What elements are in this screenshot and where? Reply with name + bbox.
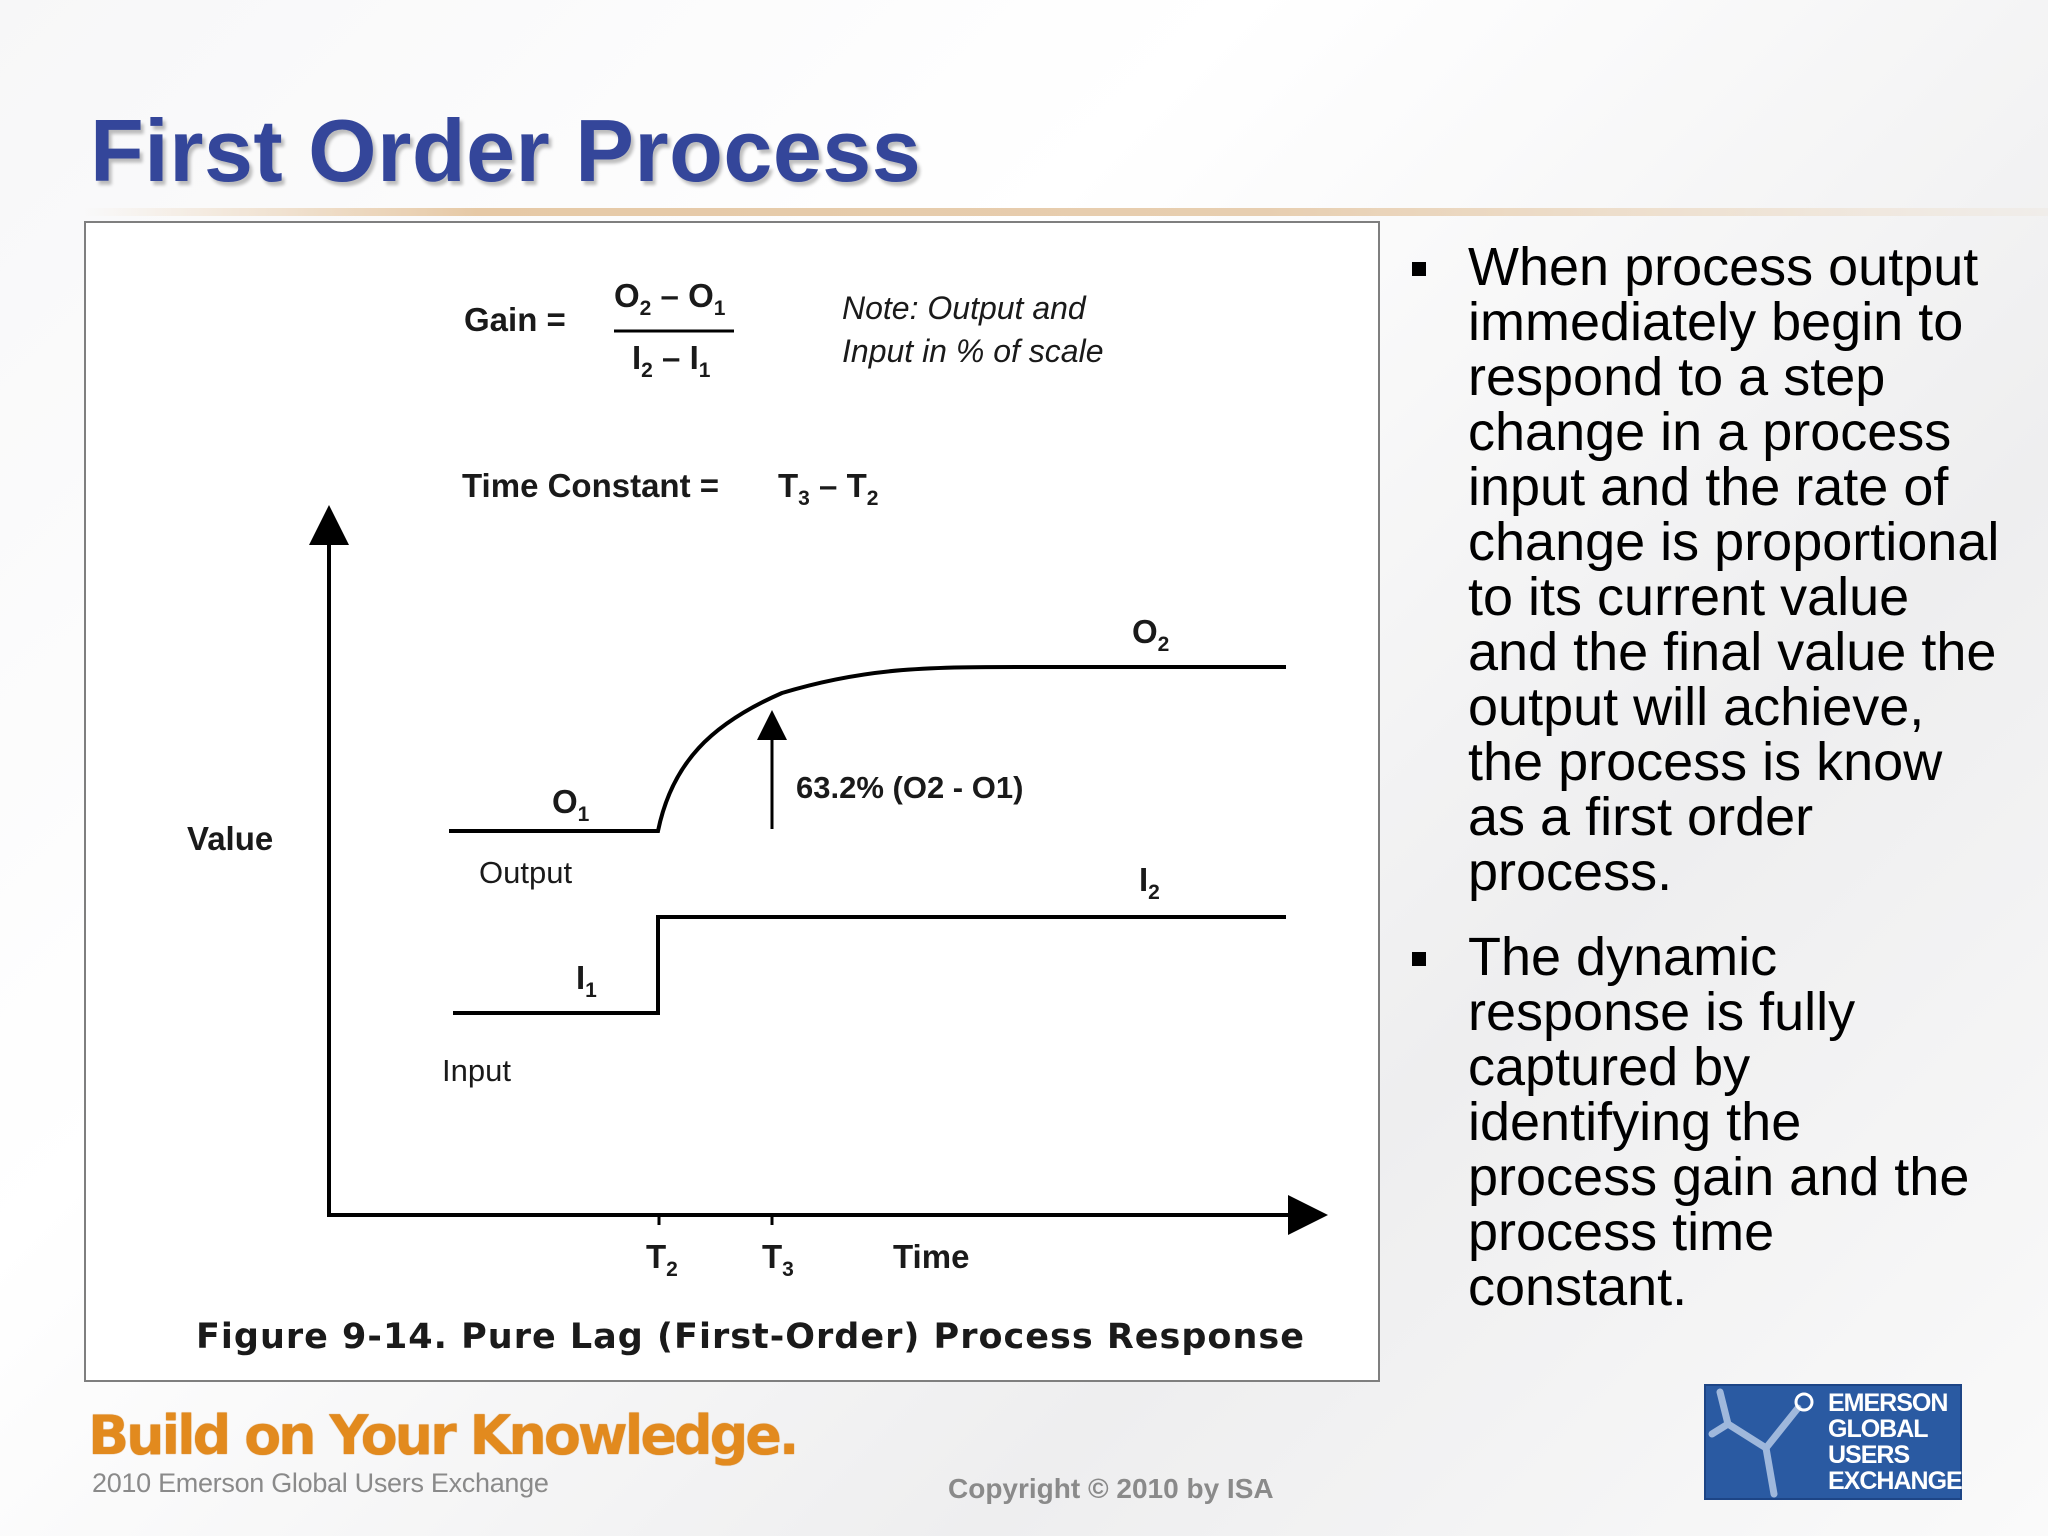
logo-line-4: EXCHANGE — [1828, 1467, 1962, 1495]
i2-label: $I_2$ — [1139, 861, 1160, 904]
footer-subline: 2010 Emerson Global Users Exchange — [92, 1468, 549, 1498]
i1-label: $I_1$ — [576, 959, 597, 1002]
time-constant-label: Time Constant = — [462, 467, 720, 504]
input-label: Input — [442, 1053, 511, 1088]
slide-title: First Order Process — [90, 101, 922, 200]
title-divider — [84, 208, 2048, 216]
square-bullet-icon — [1412, 952, 1426, 966]
time-constant-annotation: 63.2% (O2 - O1) — [796, 770, 1024, 805]
footer-tagline: Build on Your Knowledge. — [88, 1404, 797, 1467]
response-diagram — [86, 223, 1378, 1380]
t3-label: $T_3$ — [762, 1238, 794, 1281]
note-line-2: Input in % of scale — [842, 333, 1104, 369]
note-line-1: Note: Output and — [842, 290, 1086, 326]
logo-line-3: USERS — [1828, 1441, 1910, 1469]
figure-caption: Figure 9-14. Pure Lag (First-Order) Process Response — [196, 1317, 1305, 1357]
gain-label: Gain = — [464, 301, 566, 338]
emerson-logo — [1704, 1384, 1962, 1500]
x-axis-label: Time — [893, 1238, 970, 1275]
gain-numerator: $O_2 - O_1$ — [614, 277, 726, 320]
bullet-item — [1400, 927, 2000, 1317]
output-label: Output — [479, 855, 573, 890]
bullet-text: The dynamic response is fully captured by identifying the process gain and the process time constant. — [1468, 927, 1970, 1317]
figure-panel — [84, 221, 1380, 1382]
square-bullet-icon — [1412, 262, 1426, 276]
bullet-text: When process output immediately begin to respond to a step change in a process input and the rate of change is proportional to its current value and the final value the output will achieve, the process is know as a first order process. — [1468, 237, 2000, 902]
logo-line-1: EMERSON — [1828, 1389, 1948, 1417]
time-constant-expression: $T_3 - T_2$ — [778, 467, 879, 510]
copyright-notice: Copyright © 2010 by ISA — [948, 1473, 1274, 1504]
t2-label: $T_2$ — [646, 1238, 678, 1281]
o1-label: $O_1$ — [552, 783, 590, 826]
gain-denominator: $I_2 - I_1$ — [632, 339, 711, 382]
bullet-list — [1400, 237, 2000, 1345]
bullet-item — [1400, 237, 2000, 902]
o2-label: $O_2$ — [1132, 613, 1170, 656]
logo-line-2: GLOBAL — [1828, 1415, 1928, 1443]
y-axis-label: Value — [187, 820, 274, 857]
